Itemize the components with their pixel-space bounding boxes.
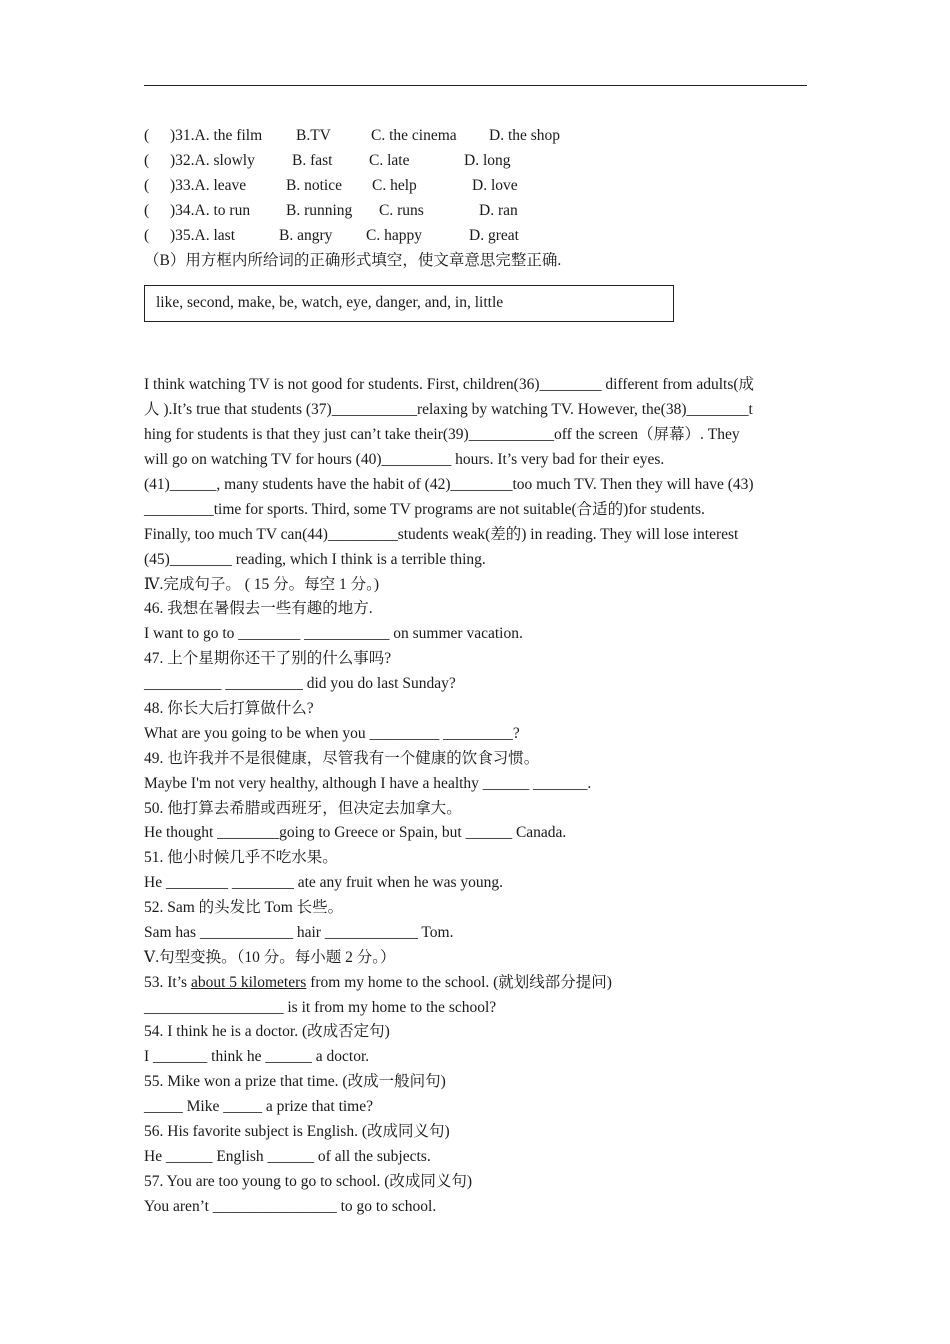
question-53-prefix: 53. It’s [144,974,191,991]
option-b: B. notice [286,177,342,194]
question-56-answer: He ______ English ______ of all the subjects. [144,1148,431,1165]
option-c: C. help [372,177,417,194]
question-50-cn: 50. 他打算去希腊或西班牙，但决定去加拿大。 [144,800,462,817]
word-box [144,285,674,322]
answer-paren: ( [144,152,150,169]
option-a: )34.A. to run [170,202,251,219]
passage-line: will go on watching TV for hours (40)_________ hours. It’s very bad for their eyes. [144,451,665,468]
word-box-text: like, second, make, be, watch, eye, danger, and, in, little [156,294,504,311]
question-52-en: Sam has ____________ hair ____________ Tom. [144,924,454,941]
question-47-cn: 47. 上个星期你还干了别的什么事吗? [144,650,392,667]
option-d: D. great [469,227,519,244]
option-d: D. ran [479,202,518,219]
question-55: 55. Mike won a prize that time. (改成一般问句) [144,1073,446,1090]
option-b: B. angry [279,227,333,244]
answer-paren: ( [144,202,150,219]
question-49-cn: 49. 也许我并不是很健康，尽管我有一个健康的饮食习惯。 [144,750,540,767]
option-d: D. the shop [489,127,561,144]
question-54-answer: I _______ think he ______ a doctor. [144,1048,370,1065]
question-56: 56. His favorite subject is English. (改成同义句) [144,1123,450,1140]
question-57-answer: You aren’t ________________ to go to school. [144,1198,437,1215]
passage-line: hing for students is that they just can’t take their(39)___________off the screen（屏幕）. They [144,426,740,443]
option-c: C. late [369,152,410,169]
section-v-title: Ⅴ.句型变换。（10 分。每小题 2 分。） [144,949,396,966]
passage-line: (41)______, many students have the habit of (42)________too much TV. Then they will have (43) [144,476,754,493]
option-a: )31.A. the film [170,127,263,144]
section-b-instruction: （B）用方框内所给词的正确形式填空，使文章意思完整正确. [144,252,562,269]
passage-line: Finally, too much TV can(44)_________students weak(差的) in reading. They will lose interest [144,526,739,543]
option-b: B.TV [296,127,331,144]
mc-question-34 [144,200,824,222]
question-46-en: I want to go to ________ ___________ on summer vacation. [144,625,523,642]
section-iv-title: Ⅳ.完成句子。 ( 15 分。每空 1 分。) [144,576,380,593]
question-53-answer: __________________ is it from my home to the school? [144,999,497,1016]
question-54: 54. I think he is a doctor. (改成否定句) [144,1023,390,1040]
mc-question-35 [144,225,824,247]
option-d: D. love [472,177,518,194]
passage-line: (45)________ reading, which I think is a terrible thing. [144,551,486,568]
question-51-cn: 51. 他小时候几乎不吃水果。 [144,849,338,866]
question-47-en: __________ __________ did you do last Sunday? [144,675,456,692]
option-c: C. happy [366,227,422,244]
underlined-phrase: about 5 kilometers [190,974,307,991]
question-51-en: He ________ ________ ate any fruit when he was young. [144,874,504,891]
option-b: B. running [286,202,353,219]
question-53 [144,972,612,994]
question-48-en: What are you going to be when you _________ _________? [144,725,520,742]
option-a: )32.A. slowly [170,152,255,169]
question-53-suffix: from my home to the school. (就划线部分提问) [306,974,612,991]
question-52-cn: 52. Sam 的头发比 Tom 长些。 [144,899,344,916]
question-48-cn: 48. 你长大后打算做什么? [144,700,314,717]
question-50-en: He thought ________going to Greece or Spain, but ______ Canada. [144,824,567,841]
mc-question-31 [144,125,824,147]
question-46-cn: 46. 我想在暑假去一些有趣的地方. [144,600,373,617]
passage-line: 人 ).It’s true that students (37)___________relaxing by watching TV. However, the(38)________t [144,401,753,418]
option-d: D. long [464,152,511,169]
header-rule [144,85,807,86]
option-c: C. runs [379,202,424,219]
question-57: 57. You are too young to go to school. (改成同义句) [144,1173,473,1190]
mc-question-32 [144,150,824,172]
option-c: C. the cinema [371,127,457,144]
answer-paren: ( [144,177,150,194]
option-a: )35.A. last [170,227,236,244]
answer-paren: ( [144,127,150,144]
question-49-en: Maybe I'm not very healthy, although I have a healthy ______ _______. [144,775,592,792]
passage-line: _________time for sports. Third, some TV programs are not suitable(合适的)for students. [144,501,705,518]
answer-paren: ( [144,227,150,244]
option-a: )33.A. leave [170,177,247,194]
question-55-answer: _____ Mike _____ a prize that time? [144,1098,373,1115]
option-b: B. fast [292,152,333,169]
mc-question-33 [144,175,824,197]
passage-line: I think watching TV is not good for students. First, children(36)________ different from adults(成 [144,376,755,393]
